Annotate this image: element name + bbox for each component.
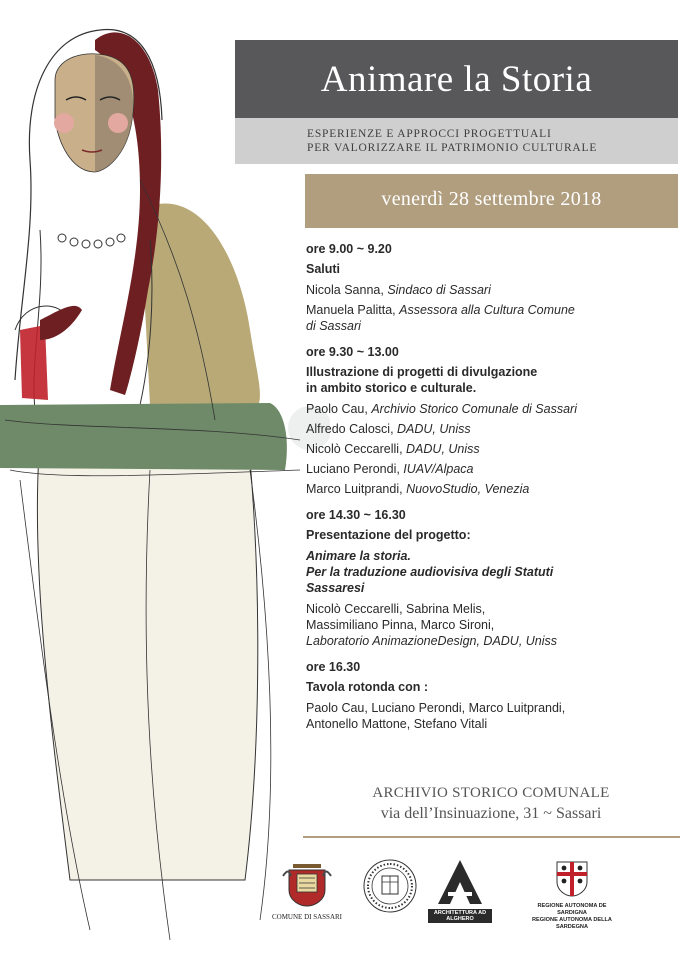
speaker-role: NuovoStudio, Venezia (406, 482, 530, 496)
speaker-name: Nicola Sanna, (306, 283, 388, 297)
speaker-role: Sindaco di Sassari (387, 283, 491, 297)
project-title-line-1: Animare la storia. (306, 549, 411, 563)
divider-rule (303, 836, 680, 838)
logo-caption: COMUNE DI SASSARI (271, 913, 342, 921)
speaker-line (306, 421, 676, 437)
subtitle-line-2: PER VALORIZZARE IL PATRIMONIO CULTURALE (307, 142, 598, 154)
session-time: ore 9.30 ~ 13.00 (306, 345, 399, 359)
speaker-name: Luciano Perondi, (306, 462, 404, 476)
speaker-line (306, 302, 676, 318)
speaker-role: DADU, Uniss (406, 442, 480, 456)
speaker-role: IUAV/Alpaca (403, 462, 474, 476)
left-cheek (54, 113, 74, 133)
participants-line-1: Paolo Cau, Luciano Perondi, Marco Luitprandi, (306, 701, 566, 715)
round-seal-icon (362, 858, 418, 914)
logo-architettura-alghero (428, 858, 492, 923)
session-time: ore 9.00 ~ 9.20 (306, 242, 392, 256)
shawl-shape (140, 204, 260, 410)
venue-name: ARCHIVIO STORICO COMUNALE (372, 785, 610, 801)
session-illustrazione (306, 344, 676, 497)
skirt-shape (37, 440, 257, 880)
participants-line-3: Laboratorio AnimazioneDesign, DADU, Uniss (306, 634, 558, 648)
speaker-name: Alfredo Calosci, (306, 422, 398, 436)
program-schedule (306, 241, 676, 742)
participants-line-2: Antonello Mattone, Stefano Vitali (306, 717, 488, 731)
speaker-line (306, 441, 676, 457)
participants-line-1: Nicolò Ceccarelli, Sabrina Melis, (306, 602, 486, 616)
logo-caption: ARCHITETTURA AD ALGHERO (428, 909, 492, 923)
title-banner (235, 40, 678, 118)
participants-line-2: Massimiliano Pinna, Marco Sironi, (306, 618, 495, 632)
logo-caption-1: REGIONE AUTONOMA DE SARDIGNA (537, 903, 607, 916)
letter-a-logo-icon (436, 858, 484, 906)
venue-address: via dell’Insinuazione, 31 ~ Sassari (380, 805, 602, 822)
session-title: Presentazione del progetto: (306, 528, 471, 542)
session-tavola-rotonda (306, 659, 676, 732)
speaker-role: Assessora alla Cultura Comune (399, 303, 575, 317)
subtitle-line-1: ESPERIENZE E APPROCCI PROGETTUALI (307, 128, 552, 140)
speaker-name: Nicolò Ceccarelli, (306, 442, 407, 456)
speaker-line (306, 481, 676, 497)
session-presentazione (306, 507, 676, 649)
venue-block (336, 785, 646, 823)
maroon-sleeve (40, 306, 82, 340)
logo-regione-sardegna (522, 860, 622, 931)
speaker-role-continued: di Sassari (306, 319, 361, 333)
date-banner (305, 174, 678, 228)
four-moors-flag-icon (555, 860, 589, 898)
logo-comune-di-sassari (268, 858, 346, 921)
speaker-line (306, 401, 676, 417)
poster-subtitle (307, 127, 597, 155)
speaker-name: Manuela Palitta, (306, 303, 400, 317)
session-time: ore 16.30 (306, 660, 361, 674)
speaker-name: Paolo Cau, (306, 402, 372, 416)
speaker-line (306, 461, 676, 477)
speaker-name: Marco Luitprandi, (306, 482, 407, 496)
logo-archivio-seal (360, 858, 420, 919)
session-title-line-1: Illustrazione di progetti di divulgazione (306, 365, 538, 379)
logo-caption-2: REGIONE AUTONOMA DELLA SARDEGNA (532, 917, 612, 930)
right-cheek (108, 113, 128, 133)
project-title-line-3: Sassaresi (306, 581, 365, 595)
session-time: ore 14.30 ~ 16.30 (306, 508, 406, 522)
session-title-line-2: in ambito storico e culturale. (306, 381, 477, 395)
speaker-role: DADU, Uniss (397, 422, 471, 436)
session-saluti (306, 241, 676, 334)
coat-of-arms-icon (279, 858, 335, 908)
project-title-line-2: Per la traduzione audiovisiva degli Statuti (306, 565, 554, 579)
speaker-line (306, 282, 676, 298)
session-title: Saluti (306, 262, 341, 276)
subtitle-banner (235, 118, 678, 164)
speaker-role: Archivio Storico Comunale di Sassari (371, 402, 577, 416)
event-date: venerdì 28 settembre 2018 (381, 188, 602, 210)
session-title: Tavola rotonda con : (306, 680, 428, 694)
poster-title: Animare la Storia (320, 59, 593, 100)
necklace (58, 234, 125, 248)
green-apron (0, 403, 287, 470)
